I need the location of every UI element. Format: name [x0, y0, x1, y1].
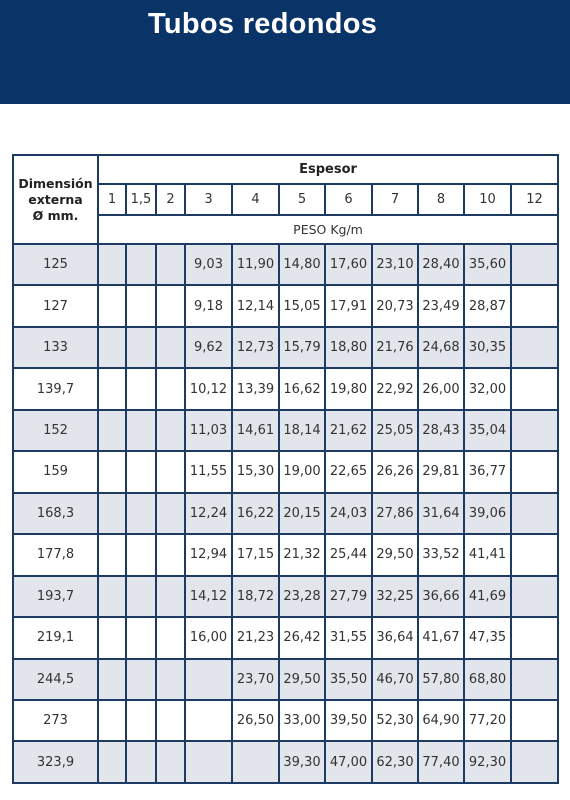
dimension-cell: 168,3 [13, 493, 98, 534]
weight-cell [98, 576, 126, 617]
unit-label: PESO Kg/m [98, 215, 558, 244]
weight-cell: 23,70 [232, 659, 279, 700]
dimension-cell: 323,9 [13, 741, 98, 783]
weight-cell [126, 451, 156, 492]
dimension-header-line: Dimensión [18, 175, 93, 191]
weight-cell [126, 410, 156, 451]
weight-cell: 19,80 [325, 368, 372, 409]
weight-cell [98, 327, 126, 368]
weight-cell: 47,00 [325, 741, 372, 783]
weight-cell: 35,60 [464, 244, 511, 285]
weight-cell [126, 741, 156, 783]
weight-cell [156, 659, 185, 700]
dimension-cell: 273 [13, 700, 98, 741]
weight-cell [511, 410, 558, 451]
weight-cell [511, 576, 558, 617]
weight-cell: 36,66 [418, 576, 464, 617]
weight-cell: 77,20 [464, 700, 511, 741]
weight-cell [511, 659, 558, 700]
dimension-cell: 133 [13, 327, 98, 368]
weight-cell: 21,76 [372, 327, 418, 368]
dimension-cell: 159 [13, 451, 98, 492]
thickness-col-header: 8 [418, 184, 464, 215]
weight-cell [156, 617, 185, 658]
weight-cell [511, 534, 558, 575]
thickness-col-header: 10 [464, 184, 511, 215]
weight-cell [126, 368, 156, 409]
weight-cell: 23,10 [372, 244, 418, 285]
weight-cell: 24,03 [325, 493, 372, 534]
weight-cell: 15,79 [279, 327, 325, 368]
weight-cell: 57,80 [418, 659, 464, 700]
weight-cell [126, 576, 156, 617]
dimension-header-line: Ø mm. [32, 207, 79, 223]
weight-cell: 26,26 [372, 451, 418, 492]
weight-cell: 29,50 [372, 534, 418, 575]
weight-cell: 28,87 [464, 285, 511, 326]
weight-cell: 68,80 [464, 659, 511, 700]
weight-cell [156, 534, 185, 575]
weight-cell: 92,30 [464, 741, 511, 783]
weight-cell: 26,42 [279, 617, 325, 658]
weight-cell [98, 741, 126, 783]
weight-cell: 18,72 [232, 576, 279, 617]
weight-cell: 77,40 [418, 741, 464, 783]
weight-cell [126, 327, 156, 368]
weight-cell [511, 327, 558, 368]
table-row [13, 451, 558, 492]
weight-cell: 41,41 [464, 534, 511, 575]
weight-cell [511, 368, 558, 409]
weight-cell [126, 534, 156, 575]
weight-cell: 12,24 [185, 493, 232, 534]
title-banner [0, 0, 570, 104]
table-row [13, 617, 558, 658]
weight-cell: 28,40 [418, 244, 464, 285]
thickness-header: Espesor [98, 155, 558, 184]
weights-table [12, 154, 559, 784]
weight-cell: 12,14 [232, 285, 279, 326]
weight-cell: 18,80 [325, 327, 372, 368]
weight-cell [156, 700, 185, 741]
dimension-cell: 193,7 [13, 576, 98, 617]
table-row [13, 410, 558, 451]
weight-cell [511, 617, 558, 658]
weight-cell: 47,35 [464, 617, 511, 658]
weight-cell [185, 659, 232, 700]
weight-cell [511, 700, 558, 741]
weight-cell [98, 659, 126, 700]
dimension-cell: 244,5 [13, 659, 98, 700]
weight-cell: 17,15 [232, 534, 279, 575]
weight-cell: 62,30 [372, 741, 418, 783]
weight-cell [126, 659, 156, 700]
weight-cell: 16,22 [232, 493, 279, 534]
weight-cell: 22,92 [372, 368, 418, 409]
dimension-header-line: externa [28, 191, 83, 207]
table-row [13, 493, 558, 534]
table-row [13, 285, 558, 326]
dimension-cell: 139,7 [13, 368, 98, 409]
weight-cell: 18,14 [279, 410, 325, 451]
dimension-cell: 152 [13, 410, 98, 451]
weight-cell: 52,30 [372, 700, 418, 741]
weight-cell [511, 741, 558, 783]
page-title: Tubos redondos [148, 8, 378, 40]
weight-cell [185, 741, 232, 783]
weight-cell: 29,81 [418, 451, 464, 492]
weight-cell [156, 493, 185, 534]
weight-cell [156, 327, 185, 368]
weight-cell: 35,50 [325, 659, 372, 700]
table-body [13, 244, 558, 783]
table-row [13, 659, 558, 700]
weight-cell: 22,65 [325, 451, 372, 492]
weight-cell: 39,50 [325, 700, 372, 741]
dimension-header [13, 155, 98, 244]
weight-cell [126, 617, 156, 658]
weight-cell: 41,69 [464, 576, 511, 617]
weight-cell: 26,50 [232, 700, 279, 741]
weight-cell [156, 244, 185, 285]
weight-cell: 9,18 [185, 285, 232, 326]
weight-cell: 33,00 [279, 700, 325, 741]
table-row [13, 327, 558, 368]
weight-cell: 15,05 [279, 285, 325, 326]
weight-cell [511, 451, 558, 492]
thickness-col-header: 12 [511, 184, 558, 215]
dimension-cell: 177,8 [13, 534, 98, 575]
weight-cell: 46,70 [372, 659, 418, 700]
weight-cell: 14,80 [279, 244, 325, 285]
weight-cell: 11,03 [185, 410, 232, 451]
weight-cell: 20,73 [372, 285, 418, 326]
weight-cell: 21,32 [279, 534, 325, 575]
weight-cell [232, 741, 279, 783]
weight-cell: 19,00 [279, 451, 325, 492]
weight-cell [98, 285, 126, 326]
weight-cell: 21,62 [325, 410, 372, 451]
weight-cell [98, 451, 126, 492]
weight-cell: 32,25 [372, 576, 418, 617]
weight-cell: 27,79 [325, 576, 372, 617]
weight-cell: 21,23 [232, 617, 279, 658]
weight-cell: 9,03 [185, 244, 232, 285]
weight-cell: 17,91 [325, 285, 372, 326]
thickness-col-header: 1,5 [126, 184, 156, 215]
thickness-col-header: 5 [279, 184, 325, 215]
thickness-col-header: 2 [156, 184, 185, 215]
weight-cell: 30,35 [464, 327, 511, 368]
weight-cell: 11,55 [185, 451, 232, 492]
weight-cell: 25,05 [372, 410, 418, 451]
weight-cell: 41,67 [418, 617, 464, 658]
weight-cell [98, 368, 126, 409]
weight-cell [98, 244, 126, 285]
weight-cell: 31,64 [418, 493, 464, 534]
weight-cell [126, 244, 156, 285]
weight-cell: 31,55 [325, 617, 372, 658]
weight-cell: 16,00 [185, 617, 232, 658]
weight-cell: 26,00 [418, 368, 464, 409]
weight-cell [156, 368, 185, 409]
thickness-col-header: 1 [98, 184, 126, 215]
weight-cell [511, 285, 558, 326]
weight-cell: 13,39 [232, 368, 279, 409]
weight-cell: 24,68 [418, 327, 464, 368]
weight-cell [156, 576, 185, 617]
weight-cell: 12,73 [232, 327, 279, 368]
weight-cell: 33,52 [418, 534, 464, 575]
weight-cell: 28,43 [418, 410, 464, 451]
weight-cell [126, 493, 156, 534]
weight-cell: 36,77 [464, 451, 511, 492]
table-row [13, 700, 558, 741]
weight-cell: 25,44 [325, 534, 372, 575]
weight-cell [126, 285, 156, 326]
thickness-col-header: 4 [232, 184, 279, 215]
weight-cell: 14,61 [232, 410, 279, 451]
weight-cell: 29,50 [279, 659, 325, 700]
weight-cell: 27,86 [372, 493, 418, 534]
weight-cell [156, 741, 185, 783]
thickness-col-header: 7 [372, 184, 418, 215]
table-row [13, 741, 558, 783]
weight-cell [156, 410, 185, 451]
weight-cell [511, 493, 558, 534]
weight-cell [98, 617, 126, 658]
dimension-cell: 127 [13, 285, 98, 326]
weight-cell: 36,64 [372, 617, 418, 658]
weight-cell: 17,60 [325, 244, 372, 285]
weight-cell [185, 700, 232, 741]
weight-cell: 11,90 [232, 244, 279, 285]
weight-cell: 20,15 [279, 493, 325, 534]
weight-cell [98, 534, 126, 575]
weight-cell: 10,12 [185, 368, 232, 409]
table-row [13, 244, 558, 285]
weight-cell [98, 700, 126, 741]
table-row [13, 368, 558, 409]
weight-cell [126, 700, 156, 741]
weight-cell: 39,06 [464, 493, 511, 534]
weight-cell [98, 493, 126, 534]
weight-cell: 23,49 [418, 285, 464, 326]
dimension-cell: 125 [13, 244, 98, 285]
weight-cell: 35,04 [464, 410, 511, 451]
weight-cell: 23,28 [279, 576, 325, 617]
weight-cell: 12,94 [185, 534, 232, 575]
table-row [13, 534, 558, 575]
weight-cell [156, 285, 185, 326]
weight-cell [156, 451, 185, 492]
weight-cell: 39,30 [279, 741, 325, 783]
dimension-cell: 219,1 [13, 617, 98, 658]
weight-cell [511, 244, 558, 285]
thickness-col-header: 6 [325, 184, 372, 215]
weight-cell: 15,30 [232, 451, 279, 492]
weight-cell [98, 410, 126, 451]
weight-cell: 32,00 [464, 368, 511, 409]
weight-cell: 9,62 [185, 327, 232, 368]
thickness-col-header: 3 [185, 184, 232, 215]
weight-cell: 14,12 [185, 576, 232, 617]
weight-cell: 64,90 [418, 700, 464, 741]
weight-cell: 16,62 [279, 368, 325, 409]
table-row [13, 576, 558, 617]
